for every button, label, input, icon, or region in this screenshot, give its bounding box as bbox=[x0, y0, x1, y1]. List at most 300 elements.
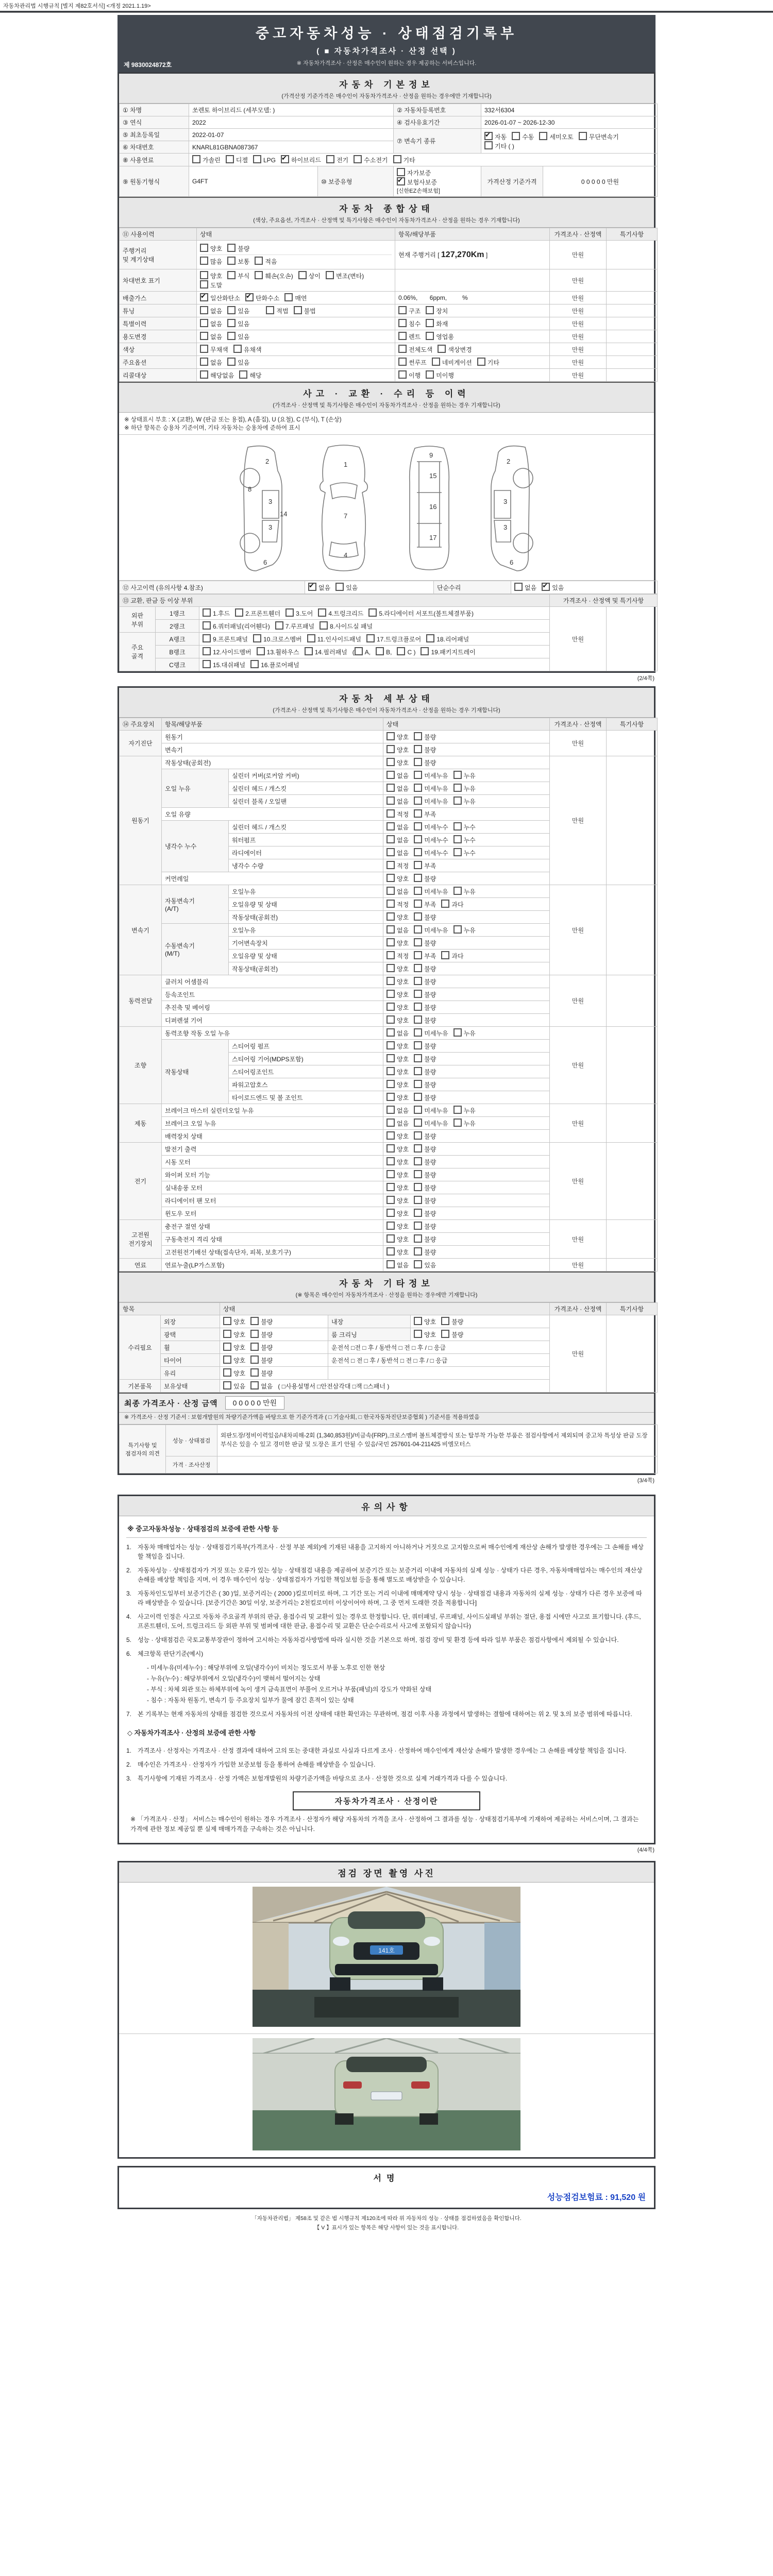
option-양호: 양호 bbox=[223, 1330, 245, 1339]
overall-row-label: 차대번호 표기 bbox=[120, 269, 197, 292]
option-침수: 침수 bbox=[398, 319, 421, 328]
checkbox-없음[interactable] bbox=[386, 1028, 395, 1037]
overall-row-1 bbox=[120, 269, 658, 292]
section-accident-header bbox=[119, 382, 654, 413]
checkbox-양호[interactable] bbox=[386, 990, 395, 998]
checkbox-있음[interactable] bbox=[335, 583, 344, 591]
overall-header-0: ⑪ 사용이력 bbox=[120, 228, 197, 241]
checkbox-장치[interactable] bbox=[426, 306, 434, 314]
other-price: 만원 bbox=[550, 1315, 607, 1393]
checkbox-불량[interactable] bbox=[414, 1093, 422, 1101]
checkbox-누수[interactable] bbox=[453, 822, 462, 831]
checkbox-누유[interactable] bbox=[453, 887, 462, 895]
checkbox-불량[interactable] bbox=[414, 912, 422, 921]
detail-group-price: 만원 bbox=[550, 975, 607, 1027]
checkbox-불량[interactable] bbox=[414, 1144, 422, 1153]
first-reg-value: 2022-01-07 bbox=[189, 129, 394, 141]
checkbox-6.쿼터패널(리어휀다)[interactable] bbox=[203, 621, 211, 630]
checkbox-양호[interactable] bbox=[386, 1183, 395, 1191]
detail-item: 충전구 절연 상태 bbox=[162, 1220, 383, 1233]
checkbox-기타 ( )[interactable] bbox=[484, 141, 493, 149]
checkbox-많음[interactable] bbox=[200, 257, 208, 265]
checkbox-1.후드[interactable] bbox=[203, 608, 211, 617]
checkbox-불량[interactable] bbox=[414, 1015, 422, 1024]
checkbox-누유[interactable] bbox=[453, 1106, 462, 1114]
checkbox-없음[interactable] bbox=[250, 1381, 259, 1389]
option-자동: ✔자동 bbox=[484, 132, 507, 141]
checkbox-누유[interactable] bbox=[453, 771, 462, 779]
checkbox-양호[interactable] bbox=[386, 1157, 395, 1165]
checkbox-있음[interactable] bbox=[414, 1260, 422, 1268]
checkbox-무단변속기[interactable] bbox=[579, 132, 587, 140]
checkbox-색상변경[interactable] bbox=[438, 345, 446, 353]
checkbox-C )[interactable] bbox=[397, 647, 405, 655]
checkbox-양호[interactable] bbox=[223, 1368, 231, 1377]
checkbox-보통[interactable] bbox=[227, 257, 236, 265]
overall-note: (색상, 주요옵션, 가격조사 · 산정액 및 특기사항은 매수인이 자동차가격조사 · 산정을 원하는 경우 기재합니다) bbox=[253, 217, 520, 224]
detail-state-options bbox=[383, 1040, 550, 1053]
checkbox-영업용[interactable] bbox=[426, 332, 434, 340]
checkbox-침수[interactable] bbox=[398, 319, 407, 327]
checkbox-불량[interactable] bbox=[250, 1343, 259, 1351]
checkbox-불량[interactable] bbox=[250, 1368, 259, 1377]
checkbox-렌트[interactable] bbox=[398, 332, 407, 340]
checkbox-불량[interactable] bbox=[414, 1003, 422, 1011]
checkbox-해당없음[interactable] bbox=[200, 370, 208, 379]
checkbox-적정[interactable] bbox=[386, 809, 395, 818]
detail-state-options bbox=[383, 795, 550, 808]
checkbox-전기[interactable] bbox=[326, 155, 334, 163]
option-미세누유: 미세누유 bbox=[414, 796, 448, 806]
option-LPG: LPG bbox=[253, 155, 276, 164]
checkbox-양호[interactable] bbox=[386, 938, 395, 946]
checkbox-미이행[interactable] bbox=[426, 370, 434, 379]
checkbox-없음[interactable] bbox=[386, 887, 395, 895]
checkbox-양호[interactable] bbox=[386, 1196, 395, 1204]
checkbox-양호[interactable] bbox=[386, 912, 395, 921]
checkbox-불량[interactable] bbox=[414, 964, 422, 972]
checkbox-있음[interactable] bbox=[223, 1381, 231, 1389]
checkbox-불량[interactable] bbox=[441, 1330, 449, 1338]
checkbox-미세누유[interactable] bbox=[414, 1118, 422, 1127]
checkbox-없음[interactable] bbox=[386, 835, 395, 843]
detail-item: 라디에이터 팬 모터 bbox=[162, 1194, 383, 1207]
other-wide-text: 운전석 □전 □ 후 / 동반석 □ 전 □ 후 / □ 응급 bbox=[328, 1341, 550, 1354]
checkbox-적음[interactable] bbox=[255, 257, 263, 265]
exchange-rank-label: C랭크 bbox=[156, 658, 199, 671]
checkbox-누유[interactable] bbox=[453, 1118, 462, 1127]
option-6.쿼터패널(리어휀다): 6.쿼터패널(리어휀다) bbox=[203, 621, 270, 631]
checkbox-2.프론트휀더[interactable] bbox=[235, 608, 243, 617]
checkbox-불량[interactable] bbox=[250, 1355, 259, 1364]
option-불량: 불량 bbox=[414, 1196, 436, 1205]
overall-row-item: 0.06%, 6ppm, % bbox=[395, 292, 550, 304]
checkbox-미세누유[interactable] bbox=[414, 784, 422, 792]
checkbox-디젤[interactable] bbox=[226, 155, 234, 163]
checkbox-누수[interactable] bbox=[453, 848, 462, 856]
checkbox-양호[interactable] bbox=[386, 1093, 395, 1101]
detail-item: 스티어링 펌프 bbox=[229, 1040, 383, 1053]
checkbox-없음[interactable] bbox=[386, 784, 395, 792]
overall-header-1: 상태 bbox=[197, 228, 395, 241]
detail-group-연료: 연료 bbox=[120, 1259, 162, 1272]
checkbox-3.도어[interactable] bbox=[285, 608, 294, 617]
checkbox-자가보증[interactable] bbox=[397, 168, 405, 176]
checkbox-불량[interactable] bbox=[250, 1330, 259, 1338]
checkbox-미세누유[interactable] bbox=[414, 887, 422, 895]
checkbox-없음[interactable] bbox=[514, 583, 523, 591]
checkbox-양호[interactable] bbox=[386, 1170, 395, 1178]
car-name-label: ① 차명 bbox=[120, 104, 189, 116]
checkbox-14.필러패널[interactable] bbox=[305, 647, 313, 655]
checkbox-누수[interactable] bbox=[453, 835, 462, 843]
checkbox-양호[interactable] bbox=[386, 1247, 395, 1256]
checkbox-양호[interactable] bbox=[386, 745, 395, 753]
checkbox-탄화수소[interactable] bbox=[245, 293, 254, 301]
notices-list-1 bbox=[126, 1543, 647, 1719]
checkbox-미세누유[interactable] bbox=[414, 1106, 422, 1114]
section-page1 bbox=[117, 72, 656, 673]
option-없음: 없음 bbox=[200, 319, 222, 328]
checkbox-5.라디에이터 서포트(볼트체결부품)[interactable] bbox=[368, 608, 377, 617]
checkbox-양호[interactable] bbox=[223, 1317, 231, 1325]
checkbox-미세누수[interactable] bbox=[414, 822, 422, 831]
checkbox-화재[interactable] bbox=[426, 319, 434, 327]
checkbox-양호[interactable] bbox=[386, 964, 395, 972]
option-불량: 불량 bbox=[414, 745, 436, 754]
checkbox-불량[interactable] bbox=[414, 1080, 422, 1088]
checkbox-불량[interactable] bbox=[227, 244, 236, 252]
option-양호: 양호 bbox=[386, 938, 409, 947]
checkbox-부족[interactable] bbox=[414, 861, 422, 869]
checkbox-없음[interactable] bbox=[386, 1260, 395, 1268]
checkbox-썬루프[interactable] bbox=[398, 358, 407, 366]
checkbox-없음[interactable] bbox=[386, 848, 395, 856]
overall-row-price: 만원 bbox=[550, 292, 607, 304]
detail-group-변속기: 변속기 bbox=[120, 885, 162, 975]
checkbox-부족[interactable] bbox=[414, 809, 422, 818]
checkbox-양호[interactable] bbox=[386, 1054, 395, 1062]
notices-section1-title: ※ 중고자동차성능 · 상태점검의 보증에 관한 사항 등 bbox=[126, 1519, 647, 1538]
checkbox-부족[interactable] bbox=[414, 951, 422, 959]
checkbox-불량[interactable] bbox=[414, 1247, 422, 1256]
option-불량: 불량 bbox=[441, 1317, 463, 1326]
detail-state-options bbox=[383, 1220, 550, 1233]
checkbox-불량[interactable] bbox=[414, 745, 422, 753]
checkbox-네비게이션[interactable] bbox=[432, 358, 440, 366]
checkbox-적정[interactable] bbox=[386, 900, 395, 908]
checkbox-양호[interactable] bbox=[386, 1234, 395, 1243]
inspector-note-who: 가격 · 조사산정 bbox=[166, 1456, 217, 1473]
overall-row-note bbox=[607, 369, 658, 382]
overall-row-label: 색상 bbox=[120, 343, 197, 356]
checkbox-불량[interactable] bbox=[414, 990, 422, 998]
reg-no-label: ② 자동차등록번호 bbox=[394, 104, 481, 116]
checkbox-양호[interactable] bbox=[386, 1067, 395, 1075]
checkbox-9.프론트패널[interactable] bbox=[203, 634, 211, 642]
checkbox-해당[interactable] bbox=[239, 370, 247, 379]
checkbox-상이[interactable] bbox=[298, 271, 307, 279]
checkbox-불량[interactable] bbox=[414, 1041, 422, 1049]
checkbox-훼손(오손)[interactable] bbox=[255, 271, 263, 279]
option-5.라디에이터 서포트(볼트체결부품): 5.라디에이터 서포트(볼트체결부품) bbox=[368, 608, 474, 618]
detail-item: 와이퍼 모터 기능 bbox=[162, 1168, 383, 1181]
checkbox-변조(변타)[interactable] bbox=[326, 271, 334, 279]
checkbox-양호[interactable] bbox=[386, 758, 395, 766]
option-양호: 양호 bbox=[386, 1041, 409, 1050]
checkbox-불량[interactable] bbox=[414, 1234, 422, 1243]
detail-item: 오일 유량 bbox=[162, 808, 383, 821]
checkbox-없음[interactable] bbox=[200, 319, 208, 327]
option-불량: 불량 bbox=[414, 874, 436, 883]
checkbox-불량[interactable] bbox=[414, 1067, 422, 1075]
checkbox-양호[interactable] bbox=[386, 1222, 395, 1230]
overall-row-item bbox=[395, 317, 550, 330]
option-이행: 이행 bbox=[398, 370, 421, 380]
option-16.플로어패널: 16.플로어패널 bbox=[250, 660, 299, 669]
basic-info-title: 자동차 기본정보 bbox=[339, 80, 434, 90]
checkbox-양호[interactable] bbox=[414, 1317, 422, 1325]
checkbox-하이브리드[interactable] bbox=[281, 155, 289, 163]
option-렌트: 렌트 bbox=[398, 332, 421, 341]
checkbox-LPG[interactable] bbox=[253, 155, 261, 163]
checkbox-매연[interactable] bbox=[284, 293, 293, 301]
option-누유: 누유 bbox=[453, 796, 476, 806]
checkbox-부족[interactable] bbox=[414, 900, 422, 908]
checkbox-없음[interactable] bbox=[200, 332, 208, 340]
checkbox-19.패키지트레이[interactable] bbox=[421, 647, 429, 655]
inspector-note-row-0 bbox=[120, 1425, 658, 1456]
detail-state-options bbox=[383, 1027, 550, 1040]
checkbox-유채색[interactable] bbox=[233, 345, 242, 353]
option-미세누유: 미세누유 bbox=[414, 784, 448, 793]
checkbox-일산화탄소[interactable] bbox=[200, 293, 208, 301]
overall-row-3 bbox=[120, 304, 658, 317]
checkbox-양호[interactable] bbox=[223, 1330, 231, 1338]
option-불량: 불량 bbox=[414, 758, 436, 767]
checkbox-양호[interactable] bbox=[414, 1330, 422, 1338]
checkbox-기타[interactable] bbox=[393, 155, 401, 163]
option-양호: 양호 bbox=[223, 1343, 245, 1352]
option-불량: 불량 bbox=[414, 938, 436, 947]
checkbox-누유[interactable] bbox=[453, 925, 462, 934]
diagram-number-top-1: 1 bbox=[344, 461, 348, 468]
detail-item: 원동기 bbox=[162, 731, 383, 743]
checkbox-양호[interactable] bbox=[386, 1131, 395, 1140]
checkbox-12.사이드멤버[interactable] bbox=[203, 647, 211, 655]
option-보험사보증: ✔보험사보증 bbox=[397, 177, 437, 187]
checkbox-도말[interactable] bbox=[200, 280, 208, 289]
checkbox-없음[interactable] bbox=[308, 583, 316, 591]
other-left-options bbox=[220, 1367, 328, 1380]
checkbox-가솔린[interactable] bbox=[192, 155, 200, 163]
option-변조(변타): 변조(변타) bbox=[326, 271, 364, 280]
checkbox-전체도색[interactable] bbox=[398, 345, 407, 353]
checkbox-미세누유[interactable] bbox=[414, 925, 422, 934]
checkbox-기타[interactable] bbox=[477, 358, 485, 366]
checkbox-없음[interactable] bbox=[386, 925, 395, 934]
checkbox-양호[interactable] bbox=[386, 1041, 395, 1049]
option-누유: 누유 bbox=[453, 1118, 476, 1128]
document-footer bbox=[117, 2214, 656, 2233]
checkbox-17.트렁크플로어[interactable] bbox=[366, 634, 375, 642]
checkbox-불량[interactable] bbox=[414, 1131, 422, 1140]
option-무채색: 무채색 bbox=[200, 345, 228, 354]
inspector-notes-table bbox=[119, 1425, 658, 1473]
option-양호: 양호 bbox=[386, 732, 409, 741]
notice2-item-1: 1. 가격조사 · 산정자는 가격조사 · 산정 결과에 대하여 고의 또는 중대한 과실로 사실과 다르게 조사 · 산정하여 매수인에게 재산상 손해가 발생한 경우에는 그 손해를 배상할 책임을 집니다. bbox=[126, 1747, 627, 1754]
checkbox-미세누수[interactable] bbox=[414, 835, 422, 843]
checkbox-미세누유[interactable] bbox=[414, 771, 422, 779]
checkbox-불량[interactable] bbox=[414, 874, 422, 882]
checkbox-있음[interactable] bbox=[227, 358, 236, 366]
checkbox-불량[interactable] bbox=[414, 938, 422, 946]
option-영업용: 영업용 bbox=[426, 332, 454, 341]
checkbox-양호[interactable] bbox=[386, 732, 395, 740]
checkbox-불량[interactable] bbox=[414, 1209, 422, 1217]
checkbox-없음[interactable] bbox=[386, 822, 395, 831]
option-양호: 양호 bbox=[386, 1080, 409, 1089]
checkbox-11.인사이드패널[interactable] bbox=[307, 634, 315, 642]
checkbox-10.크로스멤버[interactable] bbox=[253, 634, 261, 642]
checkbox-미세누수[interactable] bbox=[414, 848, 422, 856]
checkbox-불량[interactable] bbox=[414, 1170, 422, 1178]
notice-item-2: 2. 자동차성능 · 상태점검자가 거짓 또는 오류가 있는 성능 · 상태점검 내용을 제공하여 보증기간 또는 보증거리 이내에 자동차의 실제 성능 · 상태가 다른 경우, 자동차매매업자는 매수인의 재산상 손해를 배상할 책임을 지며, 이 경우 매수인이 성능 · 상태점검자가 가입한 책임보험 등을 통해 별도로 배상받을 수 있습니다. bbox=[126, 1567, 643, 1583]
checkbox-양호[interactable] bbox=[386, 1144, 395, 1153]
option-양호: 양호 bbox=[414, 1317, 436, 1326]
detail-group-제동: 제동 bbox=[120, 1104, 162, 1143]
detail-state-options bbox=[383, 911, 550, 924]
checkbox-있음[interactable] bbox=[542, 583, 550, 591]
overall-row-8 bbox=[120, 369, 658, 382]
checkbox-없음[interactable] bbox=[386, 1118, 395, 1127]
checkbox-양호[interactable] bbox=[386, 1015, 395, 1024]
checkbox-양호[interactable] bbox=[386, 874, 395, 882]
checkbox-불량[interactable] bbox=[414, 758, 422, 766]
checkbox-없음[interactable] bbox=[200, 358, 208, 366]
checkbox-적정[interactable] bbox=[386, 951, 395, 959]
option-양호: 양호 bbox=[386, 758, 409, 767]
checkbox-15.대쉬패널[interactable] bbox=[203, 660, 211, 668]
checkbox-4.트렁크리드[interactable] bbox=[318, 608, 326, 617]
checkbox-불법[interactable] bbox=[294, 306, 302, 314]
checkbox-8.사이드실 패널[interactable] bbox=[320, 621, 328, 630]
exchange-rank-label: B랭크 bbox=[156, 646, 199, 658]
detail-row-6-0 bbox=[120, 1143, 658, 1156]
checkbox-과다[interactable] bbox=[441, 900, 449, 908]
checkbox-불량[interactable] bbox=[250, 1317, 259, 1325]
checkbox-적정[interactable] bbox=[386, 861, 395, 869]
detail-state-options bbox=[383, 782, 550, 795]
checkbox-있음[interactable] bbox=[227, 319, 236, 327]
other-left-options bbox=[220, 1315, 328, 1328]
detail-item: 오일누유 bbox=[229, 924, 383, 937]
checkbox-있음[interactable] bbox=[227, 332, 236, 340]
checkbox-양호[interactable] bbox=[386, 1209, 395, 1217]
checkbox-수소전기[interactable] bbox=[354, 155, 362, 163]
page-marker-4: (4/4쪽) bbox=[637, 1847, 654, 1854]
checkbox-양호[interactable] bbox=[200, 271, 208, 279]
checkbox-16.플로어패널[interactable] bbox=[250, 660, 259, 668]
checkbox-누유[interactable] bbox=[453, 784, 462, 792]
checkbox-없음[interactable] bbox=[386, 771, 395, 779]
checkbox-없음[interactable] bbox=[386, 1106, 395, 1114]
option-불량: 불량 bbox=[414, 1015, 436, 1025]
checkbox-세미오토[interactable] bbox=[539, 132, 547, 140]
checkbox-보험사보증[interactable] bbox=[397, 177, 405, 185]
checkbox-있음[interactable] bbox=[227, 306, 236, 314]
checkbox-양호[interactable] bbox=[223, 1355, 231, 1364]
checkbox-양호[interactable] bbox=[386, 1003, 395, 1011]
checkbox-13.휠하우스[interactable] bbox=[257, 647, 265, 655]
option-불량: 불량 bbox=[227, 244, 249, 253]
option-유채색: 유채색 bbox=[233, 345, 262, 354]
checkbox-불량[interactable] bbox=[414, 1054, 422, 1062]
option-없음: ✔ 없음 bbox=[308, 583, 330, 592]
diagram-number-bottom-17: 17 bbox=[429, 534, 437, 541]
checkbox-18.리어패널[interactable] bbox=[426, 634, 434, 642]
checkbox-누유[interactable] bbox=[453, 796, 462, 805]
exchange-rank-items: 12.사이드멤버 13.휠하우스 14.필러패널 ( A, B, C ) 19.패키지트레이 bbox=[199, 646, 550, 658]
option-없음: 없음 bbox=[386, 1028, 409, 1038]
detail-group-note bbox=[607, 1027, 658, 1104]
checkbox-B,[interactable] bbox=[376, 647, 384, 655]
checkbox-없음[interactable] bbox=[386, 796, 395, 805]
overall-row-state bbox=[197, 241, 395, 269]
checkbox-불량[interactable] bbox=[414, 1157, 422, 1165]
detail-item: 타이로드엔드 및 볼 조인트 bbox=[229, 1091, 383, 1104]
year-label: ③ 연식 bbox=[120, 116, 189, 129]
checkbox-누유[interactable] bbox=[453, 1028, 462, 1037]
diagram-number-top-7: 7 bbox=[344, 512, 348, 520]
checkbox-수동[interactable] bbox=[512, 132, 520, 140]
checkbox-미세누유[interactable] bbox=[414, 796, 422, 805]
checkbox-자동[interactable] bbox=[484, 132, 493, 140]
overall-state-table bbox=[119, 228, 658, 382]
checkbox-불량[interactable] bbox=[441, 1317, 449, 1325]
checkbox-7.루프패널[interactable] bbox=[275, 621, 283, 630]
checkbox-양호[interactable] bbox=[386, 1080, 395, 1088]
checkbox-양호[interactable] bbox=[200, 244, 208, 252]
checkbox-없음[interactable] bbox=[200, 306, 208, 314]
final-price-note: ※ 가격조사 · 산정 기준서 : 보험개발원의 차량기준가액을 바탕으로 한 기준가격과 ( □ 기술사회, □ 한국자동차진단보증협회 ) 기준서를 적용하였음 bbox=[119, 1413, 654, 1425]
detail-state-options bbox=[383, 821, 550, 834]
checkbox-불량[interactable] bbox=[414, 977, 422, 985]
checkbox-미세누유[interactable] bbox=[414, 1028, 422, 1037]
checkbox-불량[interactable] bbox=[414, 1196, 422, 1204]
detail-state-options bbox=[383, 1143, 550, 1156]
checkbox-A,[interactable] bbox=[355, 647, 363, 655]
checkbox-과다[interactable] bbox=[441, 951, 449, 959]
checkbox-불량[interactable] bbox=[414, 1222, 422, 1230]
option-누수: 누수 bbox=[453, 822, 476, 832]
option-불량: 불량 bbox=[414, 1247, 436, 1257]
checkbox-무채색[interactable] bbox=[200, 345, 208, 353]
checkbox-양호[interactable] bbox=[223, 1343, 231, 1351]
checkbox-부식[interactable] bbox=[227, 271, 236, 279]
checkbox-불량[interactable] bbox=[414, 1183, 422, 1191]
checkbox-적법[interactable] bbox=[266, 306, 274, 314]
checkbox-구조[interactable] bbox=[398, 306, 407, 314]
overall-row-item bbox=[395, 304, 550, 317]
option-없음: 없음 bbox=[386, 835, 409, 844]
other-right-options bbox=[411, 1315, 550, 1328]
checkbox-불량[interactable] bbox=[414, 732, 422, 740]
option-양호: 양호 bbox=[386, 1183, 409, 1192]
footer-line-1: 「자동차관리법」 제58조 및 같은 법 시행규칙 제120조에 따라 위 자동차의 성능 · 상태를 점검하였음을 확인합니다. bbox=[251, 2215, 522, 2222]
checkbox-양호[interactable] bbox=[386, 977, 395, 985]
checkbox-이행[interactable] bbox=[398, 370, 407, 379]
